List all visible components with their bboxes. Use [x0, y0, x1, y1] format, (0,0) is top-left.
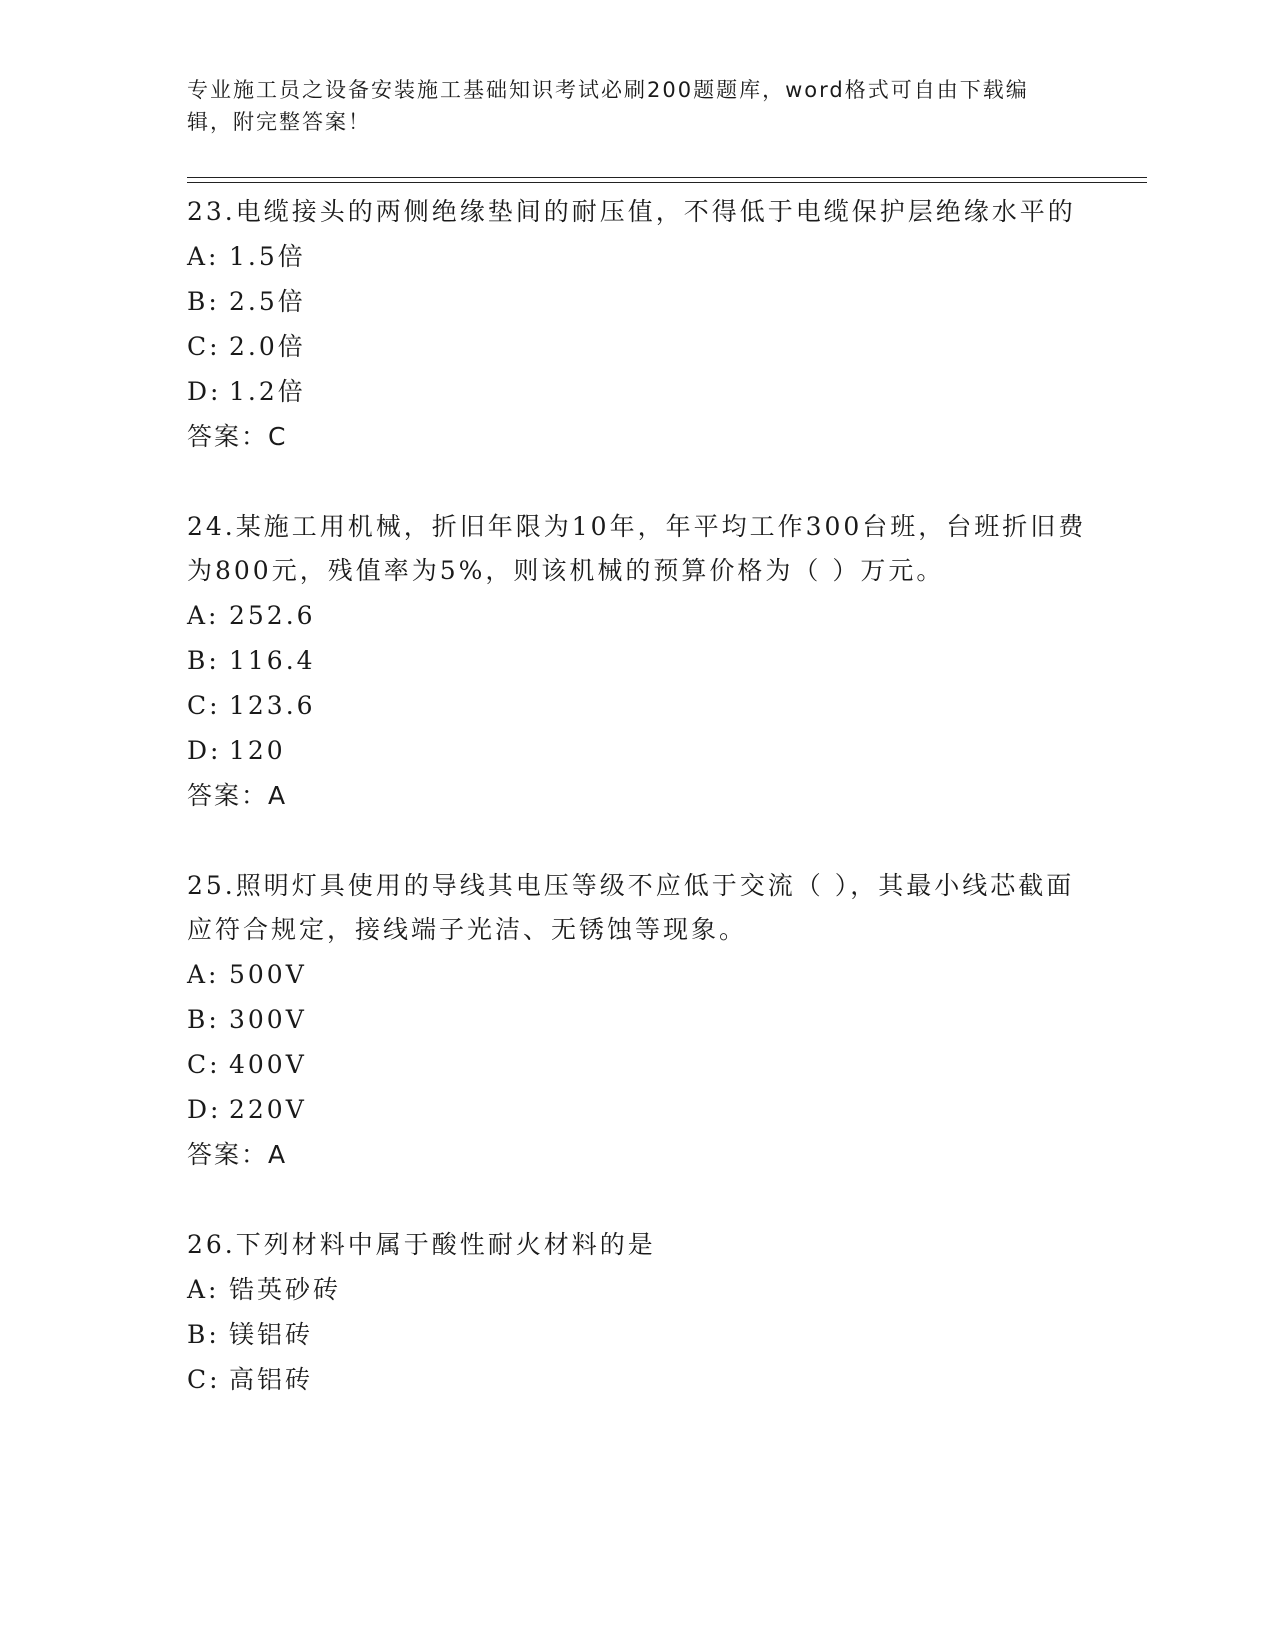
answer-line — [187, 773, 1087, 818]
option-a — [187, 234, 1087, 279]
option-c — [187, 324, 1087, 369]
option-a — [187, 1267, 1087, 1312]
option-c — [187, 1357, 1087, 1402]
option-a — [187, 593, 1087, 638]
option-b — [187, 1312, 1087, 1357]
option-text: 高铝砖 — [229, 1365, 314, 1394]
option-a — [187, 952, 1087, 997]
option-text: 400V — [229, 1050, 307, 1079]
option-letter: C: — [187, 332, 221, 361]
question-stem: 23.电缆接头的两侧绝缘垫间的耐压值，不得低于电缆保护层绝缘水平的 — [187, 197, 1076, 226]
answer-label: 答案： — [187, 1140, 269, 1169]
answer-line — [187, 1132, 1087, 1177]
option-text: 300V — [229, 1005, 307, 1034]
question-stem: 26.下列材料中属于酸性耐火材料的是 — [187, 1230, 656, 1259]
option-d — [187, 369, 1087, 414]
option-text: 镁铝砖 — [229, 1320, 314, 1349]
answer-value: A — [268, 1140, 288, 1169]
question-23 — [187, 190, 1087, 459]
option-text: 252.6 — [229, 601, 316, 630]
option-letter: C: — [187, 691, 221, 720]
option-text: 锆英砂砖 — [229, 1275, 342, 1304]
option-text: 116.4 — [229, 646, 316, 675]
question-stem: 24.某施工用机械，折旧年限为10年，年平均工作300台班，台班折旧费为800元，残值率为5%，则该机械的预算价格为（ ）万元。 — [187, 512, 1087, 585]
option-b — [187, 638, 1087, 683]
option-letter: B: — [187, 287, 220, 316]
option-letter: C: — [187, 1365, 221, 1394]
question-24 — [187, 505, 1087, 818]
option-letter: A: — [187, 601, 220, 630]
answer-line — [187, 414, 1087, 459]
option-b — [187, 997, 1087, 1042]
option-letter: D: — [187, 377, 222, 406]
answer-value: A — [268, 781, 288, 810]
answer-value: C — [268, 422, 288, 451]
question-stem: 25.照明灯具使用的导线其电压等级不应低于交流（ ），其最小线芯截面应符合规定，接线端子光洁、无锈蚀等现象。 — [187, 871, 1075, 944]
header-rule-top — [187, 177, 1147, 178]
option-letter: B: — [187, 1320, 220, 1349]
option-d — [187, 728, 1087, 773]
question-26 — [187, 1223, 1087, 1402]
header-rule-bottom — [187, 182, 1147, 183]
option-text: 123.6 — [229, 691, 316, 720]
option-letter: A: — [187, 242, 220, 271]
option-text: 1.2倍 — [229, 377, 306, 406]
option-c — [187, 1042, 1087, 1087]
option-text: 1.5倍 — [229, 242, 306, 271]
option-text: 2.5倍 — [229, 287, 306, 316]
option-letter: A: — [187, 960, 220, 989]
option-text: 120 — [229, 736, 286, 765]
option-letter: B: — [187, 1005, 220, 1034]
option-text: 2.0倍 — [229, 332, 306, 361]
option-letter: D: — [187, 1095, 222, 1124]
question-list — [187, 190, 1087, 1448]
question-25 — [187, 864, 1087, 1177]
option-d — [187, 1087, 1087, 1132]
option-text: 500V — [229, 960, 307, 989]
document-header: 专业施工员之设备安装施工基础知识考试必刷200题题库，word格式可自由下载编辑，附完整答案！ — [187, 78, 1029, 134]
option-letter: C: — [187, 1050, 221, 1079]
answer-label: 答案： — [187, 422, 269, 451]
option-c — [187, 683, 1087, 728]
option-letter: A: — [187, 1275, 220, 1304]
option-letter: B: — [187, 646, 220, 675]
option-text: 220V — [229, 1095, 307, 1124]
option-b — [187, 279, 1087, 324]
option-letter: D: — [187, 736, 222, 765]
answer-label: 答案： — [187, 781, 269, 810]
